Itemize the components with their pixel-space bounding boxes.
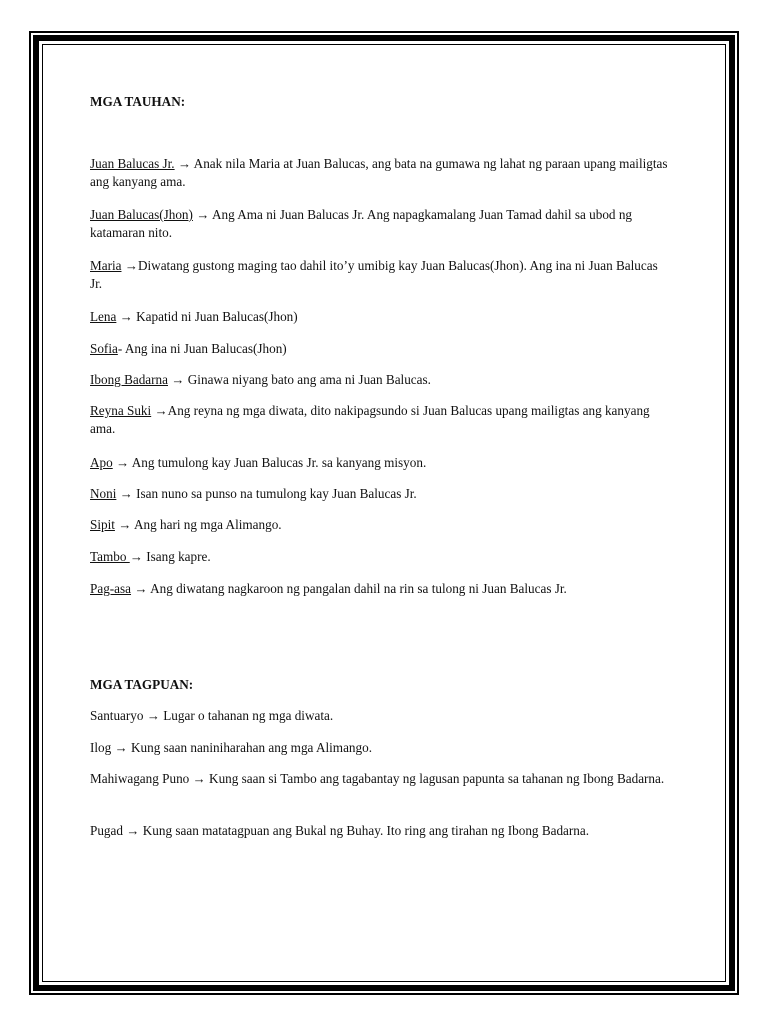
character-name: Tambo <box>90 549 130 564</box>
entry-separator: → <box>112 455 132 470</box>
entry-separator: → <box>174 156 194 171</box>
character-name: Maria <box>90 258 122 273</box>
entry-separator: → <box>151 403 168 418</box>
character-entry <box>90 308 670 326</box>
character-description: Isan nuno sa punso na tumulong kay Juan Balucas Jr. <box>136 486 417 501</box>
character-description: Kapatid ni Juan Balucas(Jhon) <box>136 309 298 324</box>
entry-separator: → <box>116 486 137 501</box>
entry-separator: → <box>129 549 147 564</box>
character-description: Ang tumulong kay Juan Balucas Jr. sa kanyang misyon. <box>131 455 427 470</box>
character-entry <box>90 580 670 598</box>
setting-entry: Pugad → Kung saan matatagpuan ang Bukal ng Buhay. Ito ring ang tirahan ng Ibong Badarna. <box>90 823 590 838</box>
character-entry <box>90 402 670 438</box>
character-description: Isang kapre. <box>146 549 211 564</box>
character-name: Ibong Badarna <box>90 372 168 387</box>
character-description: Ang hari ng mga Alimango. <box>133 517 282 532</box>
character-name: Sipit <box>90 517 115 532</box>
character-name: Reyna Suki <box>90 403 152 418</box>
character-entry <box>90 206 670 242</box>
character-name: Noni <box>90 486 117 501</box>
character-entry <box>90 516 670 534</box>
character-entry <box>90 548 670 566</box>
setting-entry: Mahiwagang Puno → Kung saan si Tambo ang tagabantay ng lagusan papunta sa tahanan ng Ibong Badarna. <box>90 771 665 786</box>
character-description: Ang Ama ni Juan Balucas Jr. Ang napagkamalang Juan Tamad dahil sa ubod ng katamaran nito. <box>90 207 633 240</box>
character-description: Ang diwatang nagkaroon ng pangalan dahil na rin sa tulong ni Juan Balucas Jr. <box>150 581 567 596</box>
entry-separator: - <box>117 341 125 356</box>
entry-separator: → <box>114 517 134 532</box>
character-description: Ang ina ni Juan Balucas(Jhon) <box>124 341 287 356</box>
character-entry <box>90 454 670 472</box>
character-description: Diwatang gustong maging tao dahil ito’y umibig kay Juan Balucas(Jhon). Ang ina ni Juan Balucas Jr. <box>90 258 658 291</box>
character-name: Juan Balucas(Jhon) <box>90 207 193 222</box>
character-entry <box>90 155 670 191</box>
entry-separator: → <box>168 372 188 387</box>
characters-heading: MGA TAUHAN: <box>90 94 186 109</box>
character-description: Anak nila Maria at Juan Balucas, ang bata na gumawa ng lahat ng paraan upang mailigtas ang kanyang ama. <box>90 156 668 189</box>
setting-entry: Ilog → Kung saan naniniharahan ang mga Alimango. <box>90 740 372 755</box>
entry-separator: → <box>131 581 151 596</box>
character-entry <box>90 485 670 503</box>
character-name: Apo <box>90 455 113 470</box>
entry-separator: → <box>116 309 137 324</box>
character-description: Ang reyna ng mga diwata, dito nakipagsundo si Juan Balucas upang mailigtas ang kanyang ama. <box>90 403 650 436</box>
character-name: Lena <box>90 309 117 324</box>
character-entry <box>90 340 670 358</box>
character-entry <box>90 257 670 293</box>
setting-entry: Santuaryo → Lugar o tahanan ng mga diwata. <box>90 708 334 723</box>
character-name: Sofia <box>90 341 118 356</box>
character-name: Juan Balucas Jr. <box>90 156 175 171</box>
character-description: Ginawa niyang bato ang ama ni Juan Balucas. <box>187 372 431 387</box>
character-entry <box>90 371 670 389</box>
settings-heading: MGA TAGPUAN: <box>90 677 194 692</box>
entry-separator: → <box>121 258 138 273</box>
entry-separator: → <box>192 207 212 222</box>
character-name: Pag-asa <box>90 581 132 596</box>
